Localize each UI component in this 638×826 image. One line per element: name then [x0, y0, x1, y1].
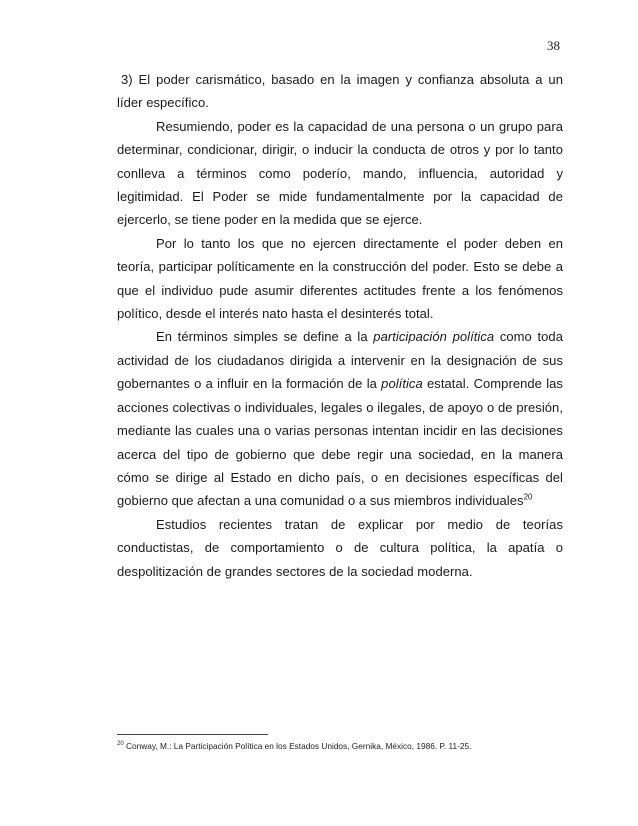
paragraph-power-summary: Resumiendo, poder es la capacidad de una persona o un grupo para determinar, condicionar, dirigir, o inducir la conducta de otros y por lo tanto conlleva a términos como poderío, mando, influencia, autoridad y legitimidad. El Poder se mide fundamentalmente por la capacidad de ejercerlo, se tiene poder en la medida que se ejerce.	[117, 118, 563, 228]
text-segment: estatal. Comprende las acciones colectivas o individuales, legales o ilegales, de apoyo o de presión, mediante las cuales una o varias personas intentan incidir en las decisiones acerca del tipo de gobierno que debe regir una sociedad, en la manera cómo se dirige al Estado en dicho país, o en decisiones específicas del gobierno que afectan a una comunidad o a sus miembros individuales	[117, 376, 563, 509]
footnote-marker: 20	[117, 741, 124, 748]
italic-term: política	[381, 376, 423, 392]
paragraph-recent-studies: Estudios recientes tratan de explicar por medio de teorías conductistas, de comportamiento o de cultura política, la apatía o despolitización de grandes sectores de la sociedad moderna.	[117, 516, 563, 579]
footnote-reference: 20	[523, 492, 533, 502]
footnote-divider	[117, 734, 268, 735]
paragraph-political-participation-definition	[117, 325, 563, 512]
body-text	[117, 68, 563, 583]
paragraph-power-charismatic: 3) El poder carismático, basado en la imagen y confianza absoluta a un líder específico.	[117, 72, 563, 111]
text-segment: En términos simples se define a la	[156, 329, 374, 345]
footnote	[117, 741, 563, 752]
footnote-text: Conway, M.: La Participación Política en los Estados Unidos, Gernika, México, 1986. P. 11-25.	[123, 741, 472, 751]
paragraph-political-participation-theory: Por lo tanto los que no ejercen directamente el poder deben en teoría, participar políticamente en la construcción del poder. Esto se debe a que el individuo pude asumir diferentes actitudes frente a los fenómenos político, desde el interés nato hasta el desinterés total.	[117, 235, 563, 322]
text-segment: como toda actividad de los ciudadanos dirigida a intervenir en la designación de sus gobernantes o a influir en la formación de la	[117, 329, 563, 392]
page-number: 38	[547, 38, 560, 53]
italic-term: participación política	[373, 329, 495, 345]
